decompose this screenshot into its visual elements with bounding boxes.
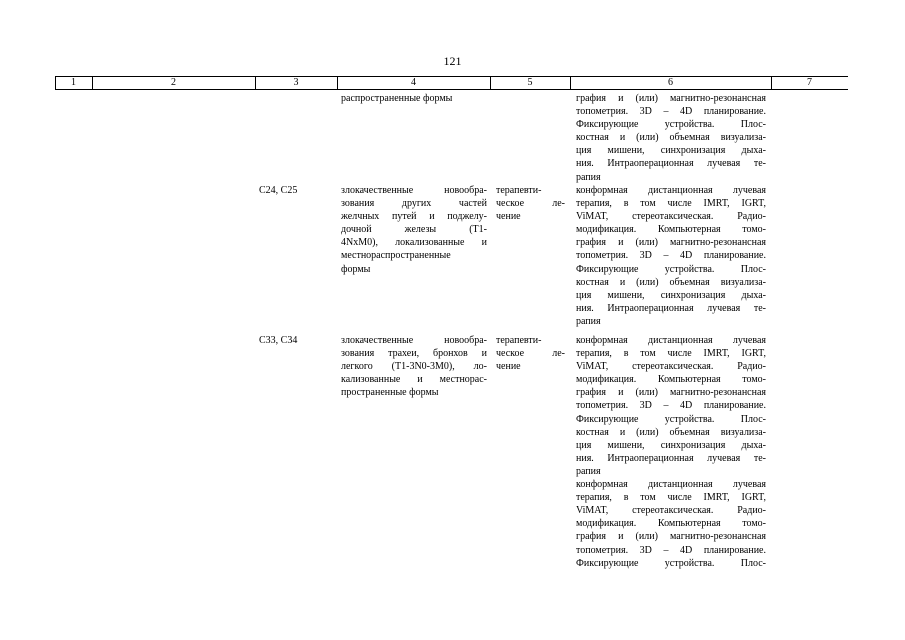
text-line: рапия — [576, 465, 601, 477]
column-header-2: 2 — [171, 77, 176, 88]
text-line: пространенные формы — [341, 387, 439, 399]
row-codes: C24, C25 — [259, 185, 298, 196]
text-line: дочной железы (T1- — [341, 224, 487, 236]
text-line: Фиксирующие устройства. Плос- — [576, 263, 766, 275]
text-line: ческое ле- — [496, 198, 565, 210]
row-method-text — [576, 184, 766, 328]
text-line: графия и (или) магнитно-резонансная — [576, 93, 766, 104]
text-line: распространенные формы — [341, 93, 453, 104]
text-line: злокачественные новообра- — [341, 335, 487, 346]
text-line: ния. Интраоперационная лучевая те- — [576, 452, 766, 464]
text-line: ViMAT, стереотаксическая. Радио- — [576, 505, 766, 517]
text-line: желчных путей и поджелу- — [341, 211, 487, 223]
text-line: рапия — [576, 315, 601, 327]
text-line: ческое ле- — [496, 348, 565, 360]
text-line: графия и (или) магнитно-резонансная — [576, 237, 766, 249]
text-line: графия и (или) магнитно-резонансная — [576, 387, 766, 399]
row-method-text — [576, 334, 766, 570]
text-line: терапевти- — [496, 185, 542, 196]
text-line: конформная дистанционная лучевая — [576, 479, 766, 491]
text-line: Фиксирующие устройства. Плос- — [576, 557, 766, 569]
text-line: модификация. Компьютерная томо- — [576, 374, 766, 386]
text-line: чение — [496, 211, 521, 223]
text-line: злокачественные новообра- — [341, 185, 487, 196]
text-line: местнораспространенные — [341, 250, 451, 262]
text-line: конформная дистанционная лучевая — [576, 185, 766, 196]
text-line: кализованные и местнорас- — [341, 374, 487, 386]
text-line: рапия — [576, 171, 601, 183]
column-header-6: 6 — [668, 77, 673, 88]
text-line: формы — [341, 263, 371, 275]
text-line: 4NxM0), локализованные и — [341, 237, 487, 249]
text-line: ция мишени, синхронизация дыха- — [576, 439, 766, 451]
row-disease-text — [341, 184, 487, 276]
text-line: легкого (T1-3N0-3M0), ло- — [341, 361, 487, 373]
text-line: конформная дистанционная лучевая — [576, 335, 766, 346]
column-header-5: 5 — [527, 77, 533, 88]
text-line: зования других частей — [341, 198, 487, 210]
text-line: терапия, в том числе IMRT, IGRT, — [576, 198, 766, 210]
continuation-disease-text — [341, 92, 487, 105]
text-line: модификация. Компьютерная томо- — [576, 518, 766, 530]
text-line: топометрия. 3D – 4D планирование. — [576, 250, 766, 262]
row-treatment-text — [496, 334, 565, 373]
column-header-4: 4 — [411, 77, 416, 88]
text-line: терапия, в том числе IMRT, IGRT, — [576, 348, 766, 360]
text-line: ция мишени, синхронизация дыха- — [576, 289, 766, 301]
continuation-method-text — [576, 92, 766, 184]
text-line: топометрия. 3D – 4D планирование. — [576, 400, 766, 412]
text-line: костная и (или) объемная визуализа- — [576, 132, 766, 144]
text-line: костная и (или) объемная визуализа- — [576, 426, 766, 438]
column-header-7: 7 — [807, 77, 812, 88]
page-number: 121 — [443, 54, 462, 68]
row-codes: C33, C34 — [259, 335, 298, 346]
text-line: топометрия. 3D – 4D планирование. — [576, 544, 766, 556]
column-header-1: 1 — [71, 77, 76, 88]
row-disease-text — [341, 334, 487, 399]
text-line: ния. Интраоперационная лучевая те- — [576, 158, 766, 170]
text-line: топометрия. 3D – 4D планирование. — [576, 106, 766, 118]
text-line: костная и (или) объемная визуализа- — [576, 276, 766, 288]
text-line: терапевти- — [496, 335, 542, 346]
text-line: зования трахеи, бронхов и — [341, 348, 487, 360]
text-line: ния. Интраоперационная лучевая те- — [576, 302, 766, 314]
text-line: графия и (или) магнитно-резонансная — [576, 531, 766, 543]
text-line: чение — [496, 361, 521, 373]
text-line: Фиксирующие устройства. Плос- — [576, 413, 766, 425]
text-line: ViMAT, стереотаксическая. Радио- — [576, 361, 766, 373]
text-line: ViMAT, стереотаксическая. Радио- — [576, 211, 766, 223]
text-line: модификация. Компьютерная томо- — [576, 224, 766, 236]
table-header-border — [55, 89, 848, 90]
row-treatment-text — [496, 184, 565, 223]
text-line: терапия, в том числе IMRT, IGRT, — [576, 492, 766, 504]
column-header-3: 3 — [293, 77, 299, 88]
text-line: Фиксирующие устройства. Плос- — [576, 119, 766, 131]
text-line: ция мишени, синхронизация дыха- — [576, 145, 766, 157]
